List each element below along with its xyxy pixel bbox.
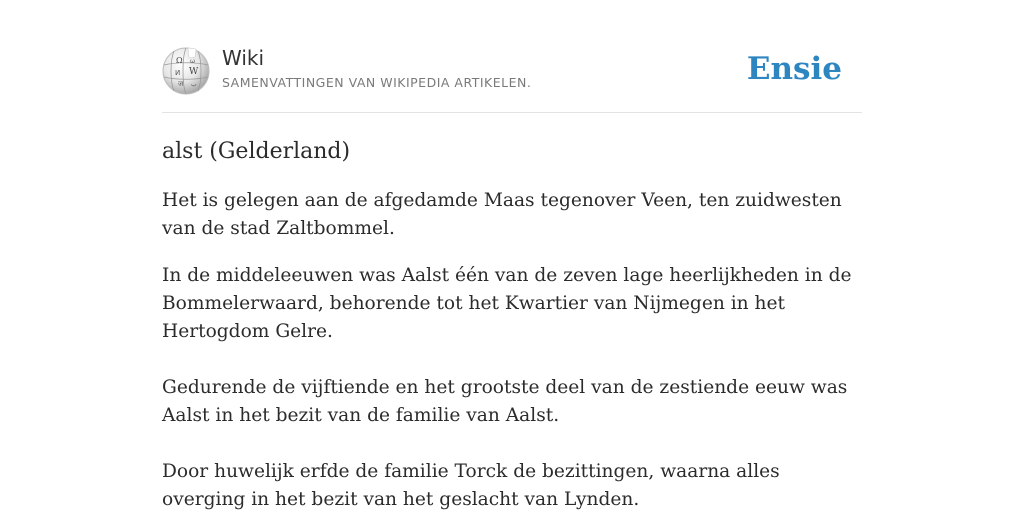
site-name[interactable]: Wiki: [222, 46, 265, 70]
svg-text:ب: ب: [191, 81, 197, 88]
article-paragraph: Het is gelegen aan de afgedamde Maas tegenover Veen, ten zuidwesten van de stad Zaltbommel.: [162, 190, 842, 239]
svg-text:Ω: Ω: [176, 56, 183, 65]
svg-text:W: W: [189, 67, 199, 77]
article-paragraph: Door huwelijk erfde de familie Torck de bezittingen, waarna alles overging in het bezit van het geslacht van Lynden.: [162, 461, 780, 510]
svg-text:ω: ω: [190, 58, 196, 65]
article-paragraph: Gedurende de vijftiende en het grootste deel van de zestiende eeuw was Aalst in het bezit van de familie van Aalst.: [162, 377, 848, 426]
article-content: [162, 187, 862, 512]
svg-text:ज: ज: [178, 80, 184, 88]
ensie-logo-link[interactable]: Ensie: [746, 51, 842, 87]
main-container: [162, 0, 862, 512]
site-header: [162, 0, 862, 113]
article-paragraph: In de middeleeuwen was Aalst één van de zeven lage heerlijkheden in de Bommelerwaard, behorende tot het Kwartier van Nijmegen in het Hertogdom Gelre.: [162, 265, 852, 342]
article-title: alst (Gelderland): [162, 139, 351, 164]
site-tagline: SAMENVATTINGEN VAN WIKIPEDIA ARTIKELEN.: [222, 75, 532, 90]
wikipedia-globe-icon[interactable]: [162, 47, 210, 95]
svg-text:И: И: [175, 69, 181, 77]
